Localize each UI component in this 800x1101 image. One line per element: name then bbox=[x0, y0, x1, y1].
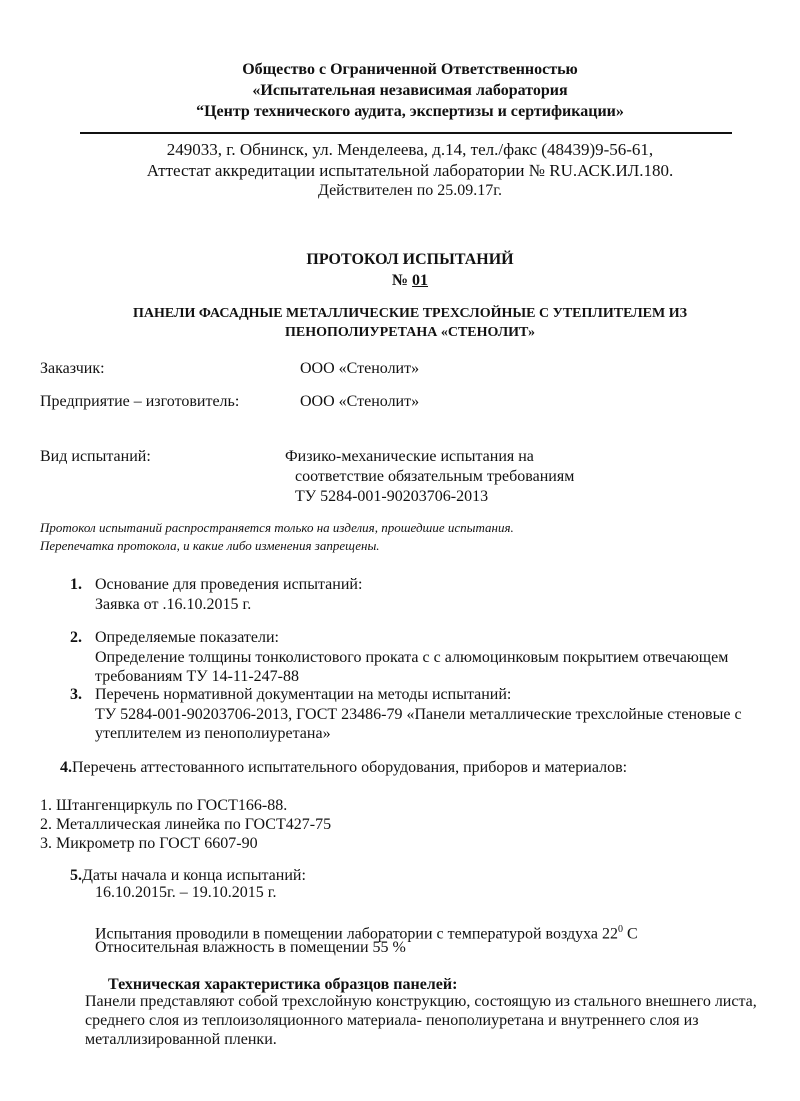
number-value: 01 bbox=[412, 272, 429, 289]
temperature-unit: С bbox=[623, 925, 638, 943]
test-type-line3: ТУ 5284-001-90203706-2013 bbox=[295, 488, 489, 505]
number-prefix: № bbox=[391, 272, 413, 289]
test-type-label: Вид испытаний: bbox=[40, 448, 151, 465]
org-name-line3: “Центр технического аудита, экспертизы и сертификации» bbox=[196, 103, 624, 120]
customer-label: Заказчик: bbox=[40, 360, 105, 377]
section5-dates: 16.10.2015г. – 19.10.2015 г. bbox=[95, 884, 277, 901]
section1-text: Заявка от .16.10.2015 г. bbox=[95, 596, 252, 613]
valid-until: Действителен по 25.09.17г. bbox=[317, 182, 503, 199]
org-name-line1: Общество с Ограниченной Ответственностью bbox=[242, 61, 578, 78]
equipment-item: 2. Металлическая линейка по ГОСТ427-75 bbox=[40, 816, 332, 833]
section3-title: Перечень нормативной документации на методы испытаний: bbox=[95, 686, 512, 703]
equipment-item: 3. Микрометр по ГОСТ 6607-90 bbox=[40, 835, 258, 852]
org-name-line2: «Испытательная независимая лаборатория bbox=[252, 82, 568, 99]
section4-title: Перечень аттестованного испытательного оборудования, приборов и материалов: bbox=[72, 759, 628, 776]
test-type-line1: Физико-механические испытания на bbox=[285, 448, 534, 465]
section1-title: Основание для проведения испытаний: bbox=[95, 576, 363, 593]
section3-text2: утеплителем из пенополиуретана» bbox=[95, 725, 331, 742]
subject-line2: ПЕНОПОЛИУРЕТАНА «СТЕНОЛИТ» bbox=[285, 325, 535, 340]
equipment-item: 1. Штангенциркуль по ГОСТ166-88. bbox=[40, 797, 288, 814]
section1-number: 1. bbox=[70, 576, 82, 593]
notice-line2: Перепечатка протокола, и какие либо изменения запрещены. bbox=[40, 538, 380, 553]
degree-sup: 0 bbox=[618, 924, 624, 935]
address: 249033, г. Обнинск, ул. Менделеева, д.14, тел./факс (48439)9-56-61, bbox=[166, 140, 654, 159]
manufacturer-label: Предприятие – изготовитель: bbox=[40, 393, 240, 410]
section2-text2: требованиям ТУ 14-11-247-88 bbox=[95, 668, 299, 685]
conditions-humidity: Относительная влажность в помещении 55 % bbox=[95, 939, 406, 956]
section3-number: 3. bbox=[70, 686, 82, 703]
section5-title: Даты начала и конца испытаний: bbox=[82, 867, 306, 884]
protocol-title: ПРОТОКОЛ ИСПЫТАНИЙ bbox=[306, 251, 514, 268]
specs-line2: среднего слоя из теплоизоляционного материала- пенополиуретана и внутреннего слоя из bbox=[85, 1012, 699, 1029]
section3-text1: ТУ 5284-001-90203706-2013, ГОСТ 23486-79 «Панели металлические трехслойные стеновые с bbox=[95, 706, 742, 723]
manufacturer-value: ООО «Стенолит» bbox=[300, 393, 420, 410]
accreditation: Аттестат аккредитации испытательной лаборатории № RU.АСК.ИЛ.180. bbox=[146, 161, 674, 180]
section5-number: 5. bbox=[70, 867, 82, 884]
specs-title: Техническая характеристика образцов панелей: bbox=[108, 976, 458, 993]
section2-text1: Определение толщины тонколистового проката с с алюмоцинковым покрытием отвечающем bbox=[95, 649, 729, 666]
header-divider bbox=[80, 132, 732, 134]
temperature-text: Испытания проводили в помещении лаборатории с температурой воздуха 22 bbox=[95, 925, 619, 943]
section4-heading bbox=[60, 758, 627, 778]
notice-line1: Протокол испытаний распространяется только на изделия, прошедшие испытания. bbox=[40, 520, 514, 535]
specs-line1: Панели представляют собой трехслойную конструкцию, состоящую из стального внешнего листа, bbox=[85, 993, 757, 1010]
specs-line3: металлизированной пленки. bbox=[85, 1031, 277, 1048]
protocol-number bbox=[0, 271, 800, 291]
section2-number: 2. bbox=[70, 629, 82, 646]
section2-title: Определяемые показатели: bbox=[95, 629, 279, 646]
test-type-line2: соответствие обязательным требованиям bbox=[295, 468, 575, 485]
customer-value: ООО «Стенолит» bbox=[300, 360, 420, 377]
section4-number: 4. bbox=[60, 759, 72, 776]
subject-line1: ПАНЕЛИ ФАСАДНЫЕ МЕТАЛЛИЧЕСКИЕ ТРЕХСЛОЙНЫЕ С УТЕПЛИТЕЛЕМ ИЗ bbox=[133, 306, 687, 321]
